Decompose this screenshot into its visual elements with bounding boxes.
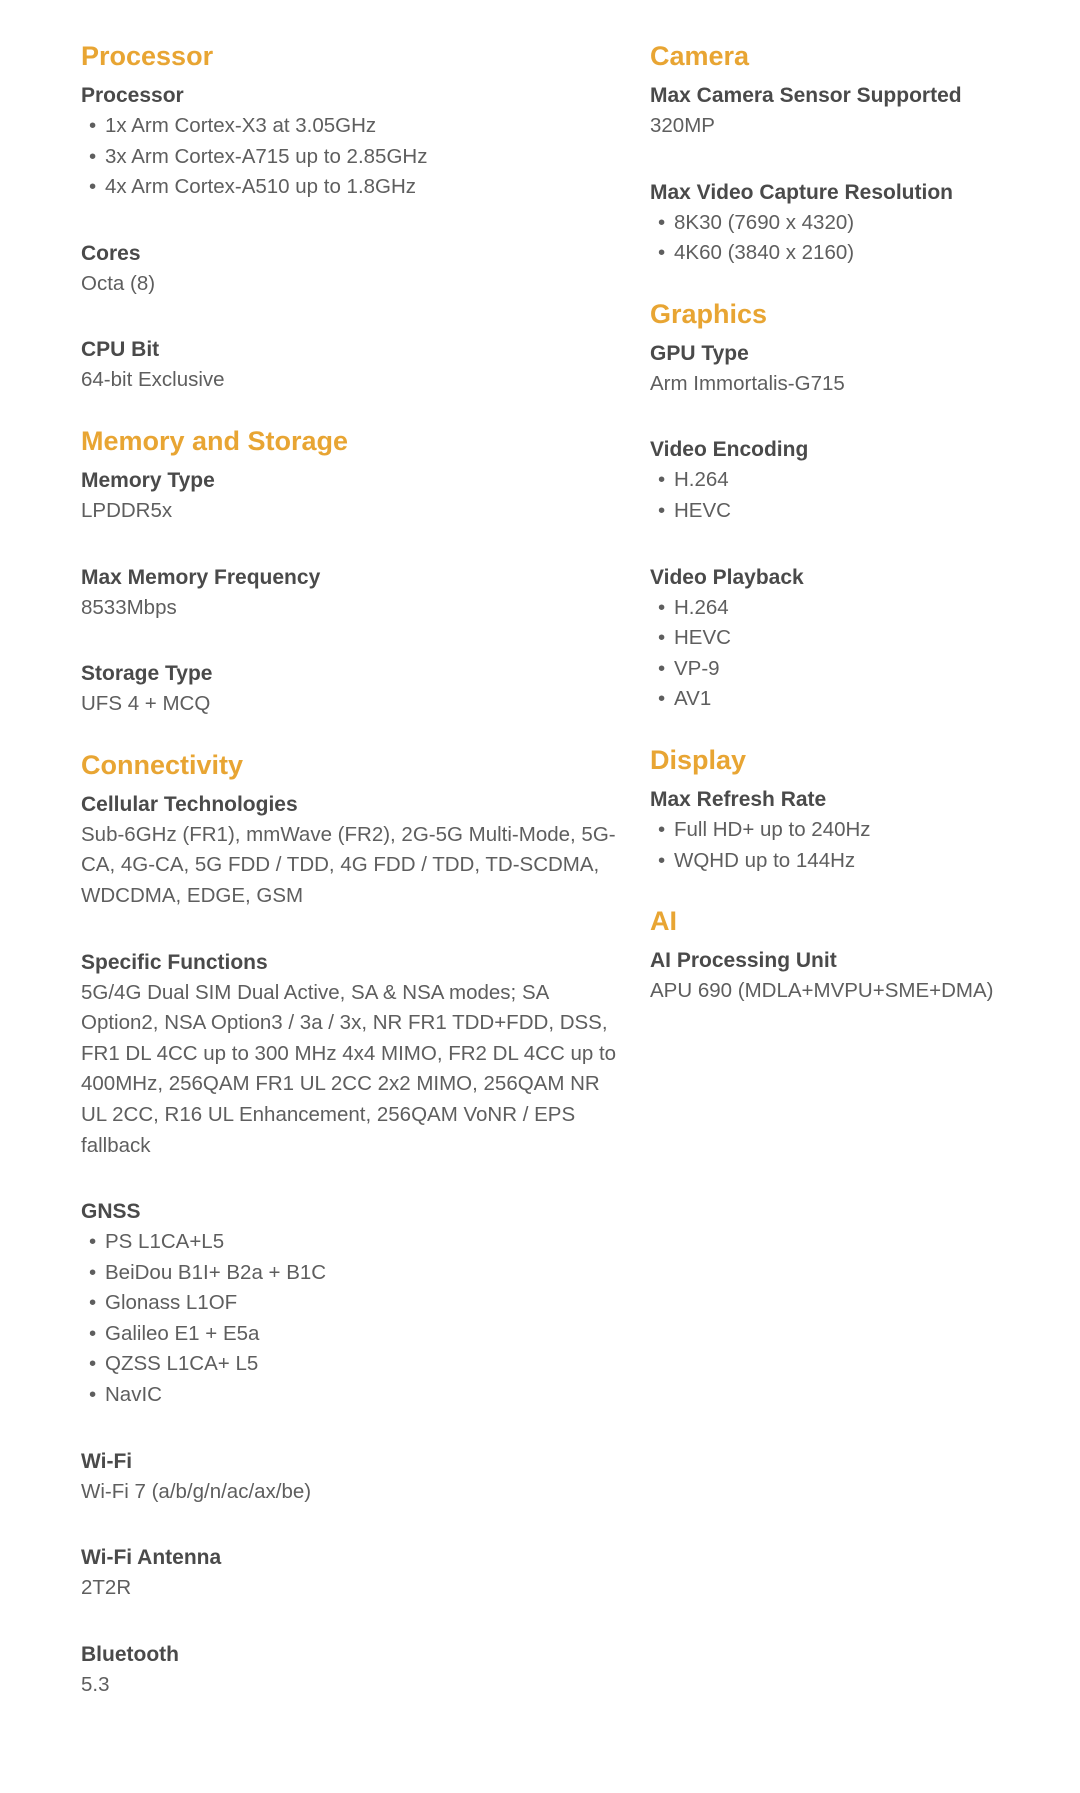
spec-label: Video Playback [650,565,804,589]
spec-value: Octa (8) [81,271,156,295]
list-item: • PS L1CA+L5 [89,1227,621,1258]
list-item: • Full HD+ up to 240Hz [658,815,1060,846]
spec-cpu-bit [81,335,621,396]
right-column [650,34,1060,1007]
spec-value: 320MP [650,114,715,137]
spec-memory-frequency [81,563,621,624]
spec-storage-type [81,659,621,720]
spec-cores [81,239,621,300]
section-memory [81,419,621,720]
list-item: • NavIC [89,1380,621,1411]
spec-list [81,1227,621,1411]
list-item: • BeiDou B1I+ B2a + B1C [89,1258,621,1289]
left-column [81,34,621,1700]
section-title-graphics: Graphics [650,298,768,329]
spec-cellular [81,790,621,912]
spec-label: Max Refresh Rate [650,787,827,811]
spec-value: 8533Mbps [81,595,177,619]
spec-label: Max Memory Frequency [81,565,321,589]
spec-wifi-antenna [81,1543,621,1604]
spec-label: AI Processing Unit [650,949,837,973]
spec-label: GPU Type [650,341,749,365]
spec-label: Max Camera Sensor Supported [650,84,962,107]
spec-label: Cellular Technologies [81,792,298,816]
spec-value: 2T2R [81,1576,132,1600]
list-item: • 1x Arm Cortex-X3 at 3.05GHz [89,111,621,142]
spec-value: 5G/4G Dual SIM Dual Active, SA & NSA modes; SA Option2, NSA Option3 / 3a / 3x, NR FR1 TDD+FDD, DSS, FR1 DL 4CC up to 300 MHz 4x4 MIMO, FR2 DL 4CC up to 400MHz, 256QAM FR1 UL 2CC 2x2 MIMO, 256QAM NR UL 2CC, R16 UL Enhancement, 256QAM VoNR / EPS fallback [81,980,617,1157]
spec-label: Cores [81,241,141,265]
list-item: • VP-9 [658,654,1060,685]
spec-label: GNSS [81,1200,141,1224]
list-item: • 8K30 (7690 x 4320) [658,208,1060,239]
list-item: • HEVC [658,496,1060,527]
spec-value: 64-bit Exclusive [81,368,225,392]
list-item: • WQHD up to 144Hz [658,846,1060,877]
section-title-memory: Memory and Storage [81,425,349,456]
spec-label: Max Video Capture Resolution [650,180,953,204]
spec-refresh-rate [650,785,1060,876]
spec-label: Memory Type [81,468,215,492]
section-processor [81,34,621,396]
spec-wifi [81,1447,621,1508]
spec-video-capture [650,178,1060,269]
spec-memory-type [81,466,621,527]
section-display [650,738,1060,876]
spec-video-encoding [650,435,1060,526]
section-graphics [650,292,1060,715]
spec-label: Specific Functions [81,950,268,974]
spec-list [650,208,1060,269]
spec-label: CPU Bit [81,338,160,362]
spec-specific-functions [81,948,621,1162]
spec-gnss [81,1197,621,1411]
spec-value: Arm Immortalis-G715 [650,371,845,395]
section-ai [650,899,1060,1007]
section-connectivity [81,743,621,1701]
spec-label: Wi-Fi [81,1449,133,1473]
spec-value: Wi-Fi 7 (a/b/g/n/ac/ax/be) [81,1479,312,1503]
list-item: • AV1 [658,684,1060,715]
spec-list [650,815,1060,876]
spec-value: LPDDR5x [81,498,173,522]
spec-label: Processor [81,84,184,107]
list-item: • 4K60 (3840 x 2160) [658,238,1060,269]
spec-label: Wi-Fi Antenna [81,1546,222,1570]
section-title-camera: Camera [650,41,750,71]
list-item: • Glonass L1OF [89,1288,621,1319]
list-item: • 4x Arm Cortex-A510 up to 1.8GHz [89,172,621,203]
section-title-display: Display [650,744,747,775]
section-title-processor: Processor [81,41,214,71]
spec-value: 5.3 [81,1672,110,1696]
section-title-ai: AI [650,906,677,937]
spec-list [650,465,1060,526]
spec-list [650,593,1060,715]
list-item: • HEVC [658,623,1060,654]
spec-camera-sensor [650,81,1060,142]
spec-label: Video Encoding [650,438,809,462]
spec-processor [81,81,621,203]
list-item: • 3x Arm Cortex-A715 up to 2.85GHz [89,142,621,173]
list-item: • H.264 [658,465,1060,496]
list-item: • Galileo E1 + E5a [89,1319,621,1350]
spec-value: Sub-6GHz (FR1), mmWave (FR2), 2G-5G Multi-Mode, 5G-CA, 4G-CA, 5G FDD / TDD, 4G FDD / TDD, TD-SCDMA, WDCDMA, EDGE, GSM [81,822,616,907]
spec-label: Storage Type [81,662,213,686]
spec-label: Bluetooth [81,1642,179,1666]
spec-value: APU 690 (MDLA+MVPU+SME+DMA) [650,979,994,1003]
spec-video-playback [650,563,1060,715]
section-title-connectivity: Connectivity [81,749,244,780]
list-item: • H.264 [658,593,1060,624]
spec-list [81,111,621,203]
spec-ai-processing-unit [650,946,1060,1007]
section-camera [650,34,1060,269]
spec-bluetooth [81,1640,621,1701]
list-item: • QZSS L1CA+ L5 [89,1349,621,1380]
spec-value: UFS 4 + MCQ [81,692,211,716]
spec-gpu-type [650,339,1060,400]
